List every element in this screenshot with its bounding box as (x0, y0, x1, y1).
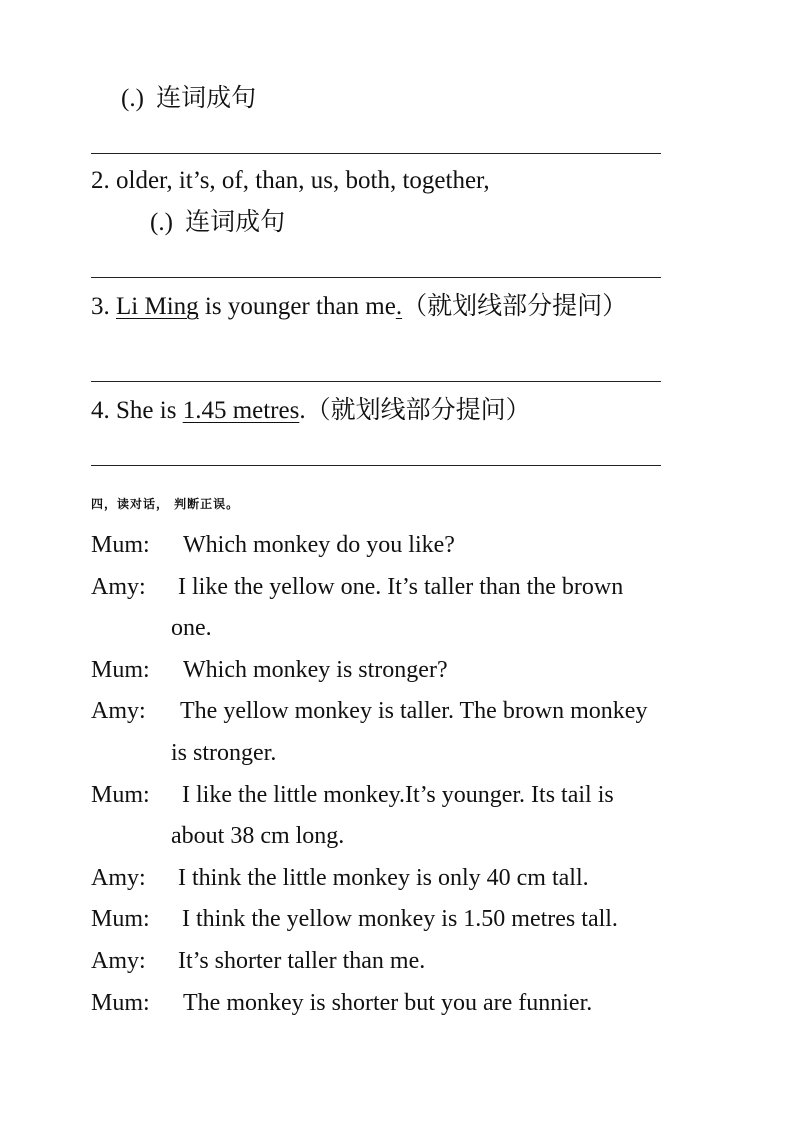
q1-instruction-line (121, 83, 256, 114)
speaker-label: Mum: (91, 532, 150, 558)
speaker-label: Mum: (91, 782, 150, 808)
q3-instruction: （就划线部分提问） (402, 291, 628, 320)
speaker-label: Mum: (91, 906, 150, 932)
q3-number: 3. (91, 293, 110, 320)
q1-answer-line[interactable] (91, 153, 661, 154)
q3-answer-line[interactable] (91, 381, 661, 382)
dialogue-line: one. (171, 615, 212, 641)
section4-heading: 四，读对话， 判断正误。 (91, 497, 240, 511)
q3-dot: . (395, 293, 403, 320)
q4-before: She is (116, 397, 183, 424)
dialogue-line: I think the yellow monkey is 1.50 metres tall. (182, 906, 618, 932)
speaker-label: Amy: (91, 574, 146, 600)
q2-number: 2. (91, 167, 110, 194)
q4-number: 4. (91, 397, 110, 424)
speaker-label: Amy: (91, 698, 146, 724)
q4-prompt (91, 395, 531, 426)
q2-prompt (91, 166, 490, 196)
q2-instruction-line (150, 207, 285, 238)
q1-instruction: 连词成句 (156, 83, 257, 112)
dialogue-line: about 38 cm long. (171, 823, 345, 849)
q2-instruction: 连词成句 (185, 207, 286, 236)
speaker-label: Mum: (91, 657, 150, 683)
dialogue-line: It’s shorter taller than me. (178, 948, 426, 974)
speaker-label: Amy: (91, 948, 146, 974)
q4-after: . (299, 397, 306, 424)
speaker-label: Mum: (91, 990, 150, 1016)
q3-rest: is younger than me (198, 293, 396, 320)
speaker-label: Amy: (91, 865, 146, 891)
q4-instruction: （就划线部分提问） (305, 395, 531, 424)
q1-punct: (.) (121, 85, 144, 112)
q2-punct: (.) (150, 209, 173, 236)
q3-prompt (91, 291, 627, 322)
dialogue-line: I like the little monkey.It’s younger. Its tail is (182, 782, 614, 808)
q2-answer-line[interactable] (91, 277, 661, 278)
q3-underlined: Li Ming (116, 293, 199, 320)
dialogue-line: I like the yellow one. It’s taller than the brown (178, 574, 624, 600)
dialogue-line: I think the little monkey is only 40 cm tall. (178, 865, 589, 891)
q2-words: older, it’s, of, than, us, both, together, (116, 167, 490, 194)
dialogue-line: Which monkey is stronger? (183, 657, 448, 683)
q4-underlined: 1.45 metres (182, 397, 300, 424)
dialogue-line: is stronger. (171, 740, 277, 766)
q4-answer-line[interactable] (91, 465, 661, 466)
dialogue-line: The yellow monkey is taller. The brown monkey (180, 698, 648, 724)
dialogue-line: The monkey is shorter but you are funnier. (183, 990, 593, 1016)
dialogue-line: Which monkey do you like? (183, 532, 455, 558)
